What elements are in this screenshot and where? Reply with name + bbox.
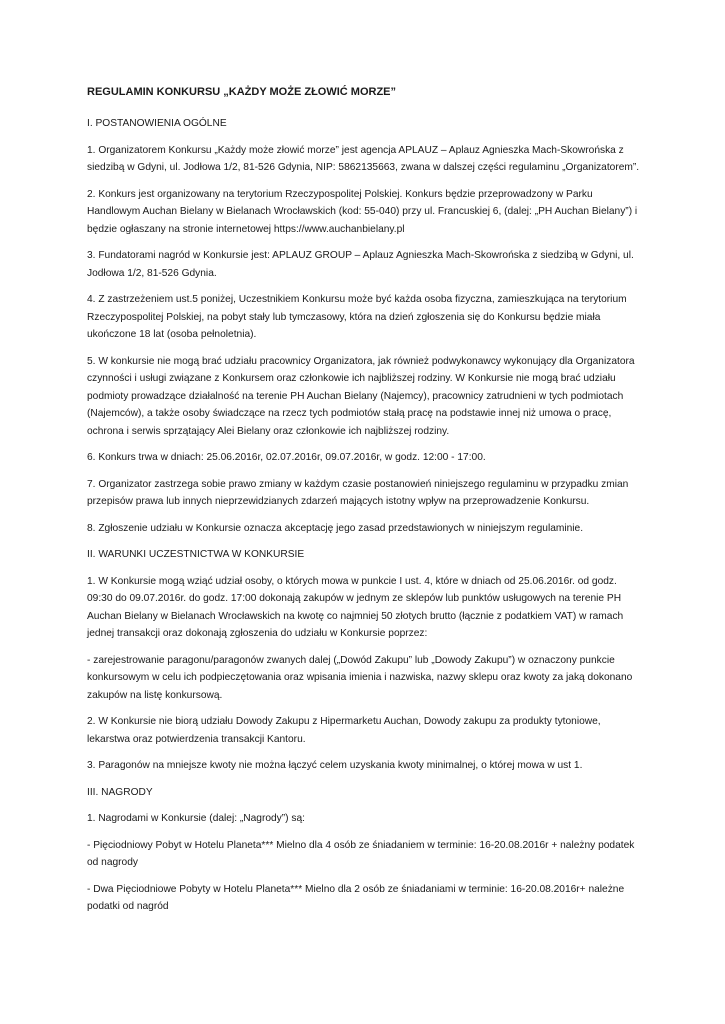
document-blocks	[87, 115, 643, 916]
paragraph: 1. Nagrodami w Konkursie (dalej: „Nagrody”) są:	[87, 813, 305, 824]
section-heading: III. NAGRODY	[87, 786, 153, 798]
paragraph: 5. W konkursie nie mogą brać udziału pracownicy Organizatora, jak również podwykonawcy wykonujący dla Organizatora czynności i usługi związane z Konkursem oraz członkowie ich najbliższej rodziny. W Konkursie nie mogą brać udziału podmioty prowadzące działalność na terenie PH Auchan Bielany (Najemcy), pracownicy zatrudnieni w tych podmiotach (Najemców), a także osoby świadczące na rzecz tych podmiotów stałą pracę na podstawie innej niż umowa o pracę, ochrona i serwis sprzątający Alei Bielany oraz członkowie ich najbliższej rodziny.	[87, 355, 635, 437]
paragraph: - Pięciodniowy Pobyt w Hotelu Planeta*** Mielno dla 4 osób ze śniadaniem w terminie: 16-20.08.2016r + należny podatek od nagrody	[87, 839, 635, 868]
paragraph: - zarejestrowanie paragonu/paragonów zwanych dalej („Dowód Zakupu” lub „Dowody Zakupu”) w oznaczony punkcie konkursowym w celu ich podpieczętowania oraz wpisania imienia i nazwiska, nazwy sklepu oraz kwoty za jaką dokonano zakupów na listę konkursową.	[87, 654, 633, 701]
paragraph: 2. W Konkursie nie biorą udziału Dowody Zakupu z Hipermarketu Auchan, Dowody zakupu za produkty tytoniowe, lekarstwa oraz potwierdzenia transakcji Kantoru.	[87, 716, 601, 745]
paragraph: 7. Organizator zastrzega sobie prawo zmiany w każdym czasie postanowień niniejszego regulaminu w przypadku zmian przepisów prawa lub innych nieprzewidzianych zdarzeń mających istotny wpływ na przeprowadzenie Konkursu.	[87, 478, 629, 507]
paragraph: 6. Konkurs trwa w dniach: 25.06.2016r, 02.07.2016r, 09.07.2016r, w godz. 12:00 - 17:00.	[87, 452, 486, 463]
paragraph: 8. Zgłoszenie udziału w Konkursie oznacza akceptację jego zasad przedstawionych w niniejszym regulaminie.	[87, 522, 584, 534]
paragraph: 3. Paragonów na mniejsze kwoty nie można łączyć celem uzyskania kwoty minimalnej, o której mowa w ust 1.	[87, 760, 583, 771]
paragraph: 1. Organizatorem Konkursu „Każdy może złowić morze” jest agencja APLAUZ – Aplauz Agnieszka Mach-Skowrońska z siedzibą w Gdyni, ul. Jodłowa 1/2, 81-526 Gdynia, NIP: 5862135663, zwana w dalszej części regulaminu „Organizatorem”.	[87, 144, 640, 173]
section-heading: II. WARUNKI UCZESTNICTWA W KONKURSIE	[87, 549, 305, 560]
paragraph: 2. Konkurs jest organizowany na terytorium Rzeczypospolitej Polskiej. Konkurs będzie przeprowadzony w Parku Handlowym Auchan Bielany w Bielanach Wrocławskich (kod: 55-040) przy ul. Francuskiej 6, (dalej: „PH Auchan Bielany”) i będzie ogłaszany na stronie internetowej https://www.auchanbielany.pl	[87, 188, 638, 235]
section-heading: I. POSTANOWIENIA OGÓLNE	[87, 118, 227, 129]
document-body	[87, 84, 643, 925]
paragraph: 3. Fundatorami nagród w Konkursie jest: APLAUZ GROUP – Aplauz Agnieszka Mach-Skowrońska z siedzibą w Gdyni, ul. Jodłowa 1/2, 81-526 Gdynia.	[87, 250, 634, 279]
document-title: REGULAMIN KONKURSU „KAŻDY MOŻE ZŁOWIĆ MORZE”	[87, 86, 397, 98]
paragraph: 4. Z zastrzeżeniem ust.5 poniżej, Uczestnikiem Konkursu może być każda osoba fizyczna, zamieszkująca na terytorium Rzeczypospolitej Polskiej, na pobyt stały lub tymczasowy, która na dzień zgłoszenia się do Konkursu będzie miała ukończone 18 lat (osoba pełnoletnia).	[87, 294, 627, 340]
paragraph: - Dwa Pięciodniowe Pobyty w Hotelu Planeta*** Mielno dla 2 osób ze śniadaniami w terminie: 16-20.08.2016r+ należne podatki od nagród	[87, 883, 625, 912]
paragraph: 1. W Konkursie mogą wziąć udział osoby, o których mowa w punkcie I ust. 4, które w dniach od 25.06.2016r. od godz. 09:30 do 09.07.2016r. do godz. 17:00 dokonają zakupów w jednym ze sklepów lub punktów usługowych na terenie PH Auchan Bielany w Bielanach Wrocławskich na kwotę co najmniej 50 złotych brutto (łącznie z podatkiem VAT) w ramach jednej transakcji oraz dokonają zgłoszenia do udziału w Konkursie poprzez:	[87, 575, 624, 639]
